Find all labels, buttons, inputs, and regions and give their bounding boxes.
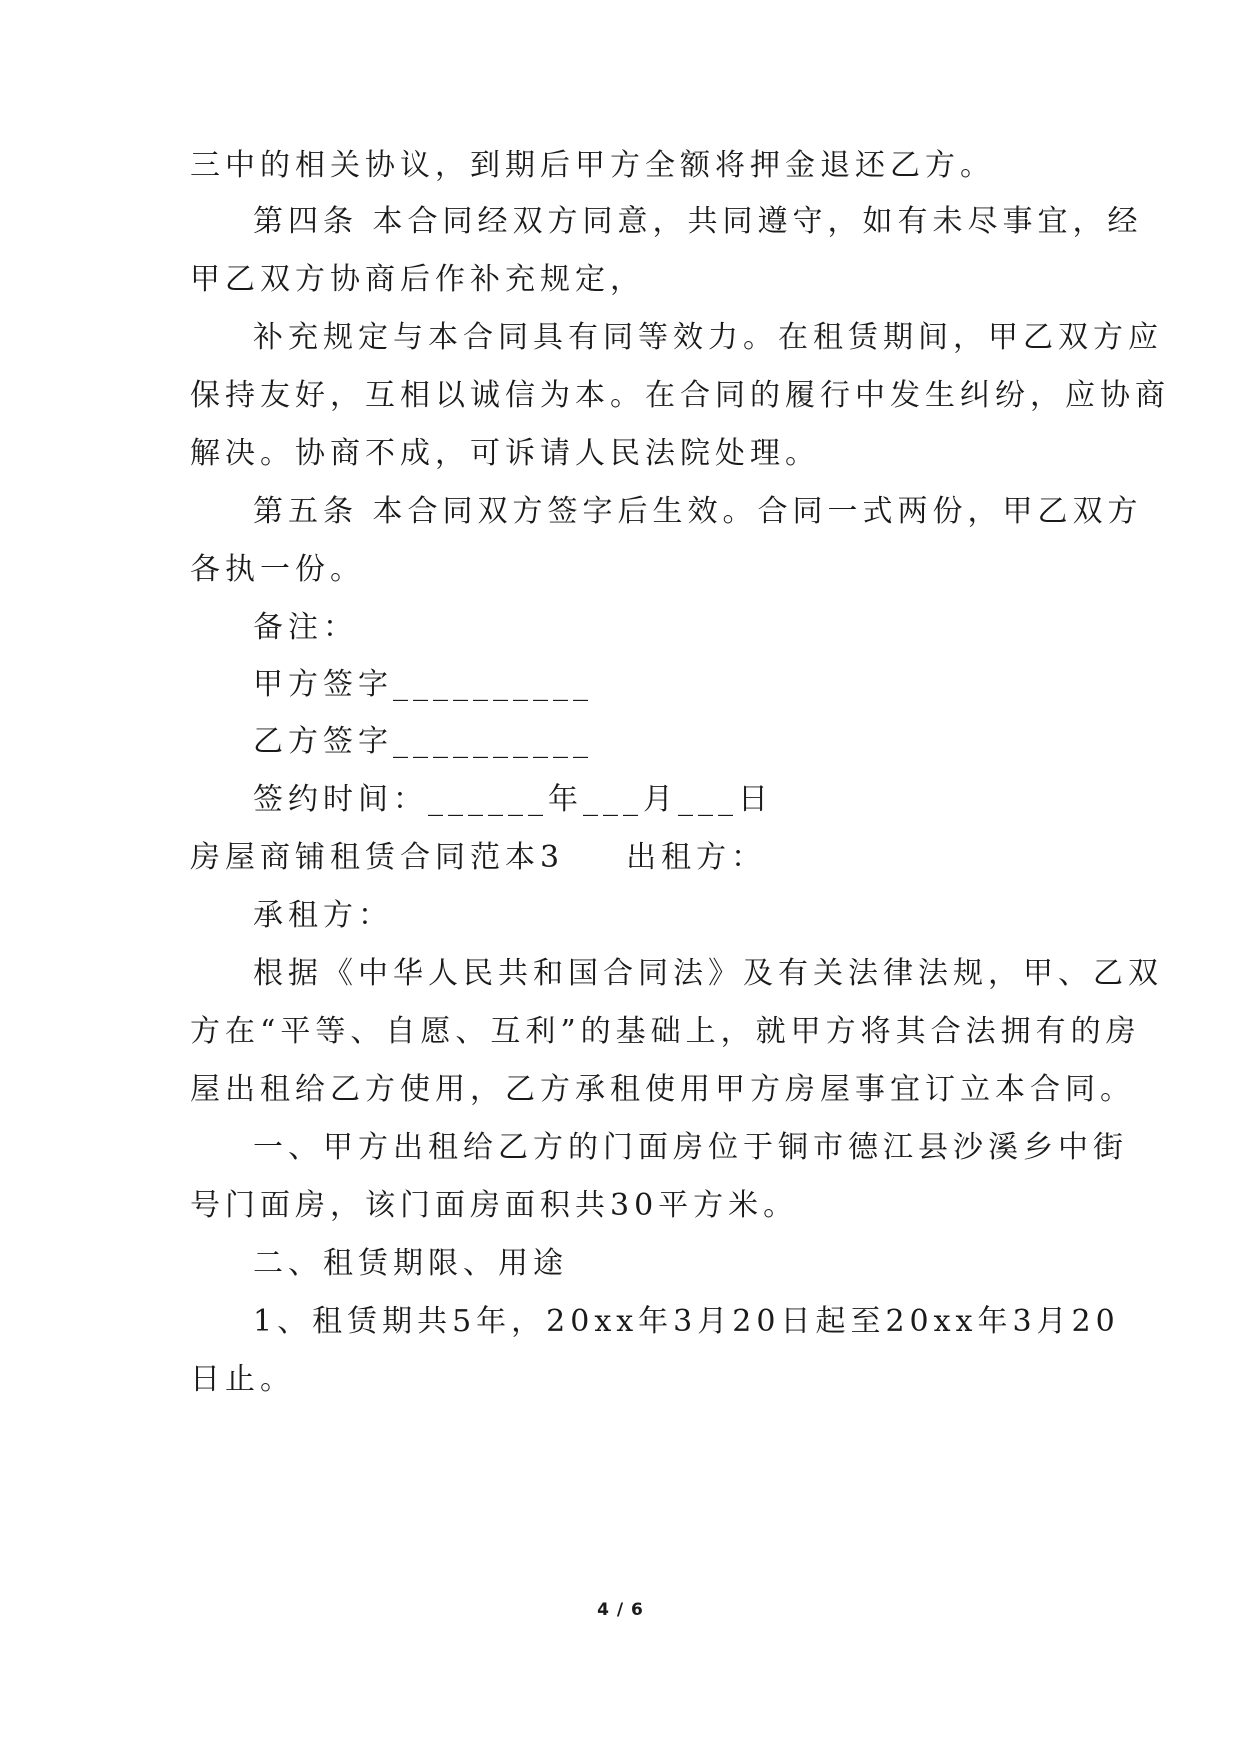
signing-date-field: 签约时间：______年___月___日 [253, 782, 773, 817]
paragraph-line: 根据《中华人民共和国合同法》及有关法律法规，甲、乙双 [253, 956, 1163, 991]
paragraph-line: 三中的相关协议，到期后甲方全额将押金退还乙方。 [190, 148, 995, 183]
lessor-label: 出租方： [626, 840, 767, 875]
contract-title-line [190, 838, 1060, 878]
party-a-signature-field: 甲方签字__________ [253, 667, 593, 702]
lease-term-line: 1、租赁期共5年，20xx年3月20日起至20xx年3月20 [253, 1304, 1120, 1339]
contract-title: 房屋商铺租赁合同范本3 [190, 840, 565, 875]
lessee-label: 承租方： [253, 898, 393, 933]
clause-2-heading: 二、租赁期限、用途 [253, 1246, 568, 1281]
page-number: 4 / 6 [597, 1600, 644, 1620]
clause-1-line: 一、甲方出租给乙方的门面房位于铜市德江县沙溪乡中街 [253, 1130, 1128, 1165]
paragraph-line: 甲乙双方协商后作补充规定， [190, 262, 645, 297]
article-4-line: 第四条 本合同经双方同意，共同遵守，如有未尽事宜，经 [253, 204, 1143, 239]
article-5-line: 第五条 本合同双方签字后生效。合同一式两份，甲乙双方 [253, 494, 1143, 529]
paragraph-line: 补充规定与本合同具有同等效力。在租赁期间，甲乙双方应 [253, 320, 1163, 355]
paragraph-line: 保持友好，互相以诚信为本。在合同的履行中发生纠纷，应协商 [190, 378, 1170, 413]
paragraph-line: 屋出租给乙方使用，乙方承租使用甲方房屋事宜订立本合同。 [190, 1072, 1135, 1107]
party-b-signature-field: 乙方签字__________ [253, 724, 593, 759]
remarks-label: 备注： [253, 610, 358, 645]
paragraph-line: 方在“平等、自愿、互利”的基础上，就甲方将其合法拥有的房 [190, 1014, 1141, 1049]
paragraph-line: 日止。 [190, 1362, 295, 1397]
paragraph-line: 号门面房，该门面房面积共30平方米。 [190, 1188, 799, 1223]
paragraph-line: 各执一份。 [190, 552, 365, 587]
paragraph-line: 解决。协商不成，可诉请人民法院处理。 [190, 436, 820, 471]
